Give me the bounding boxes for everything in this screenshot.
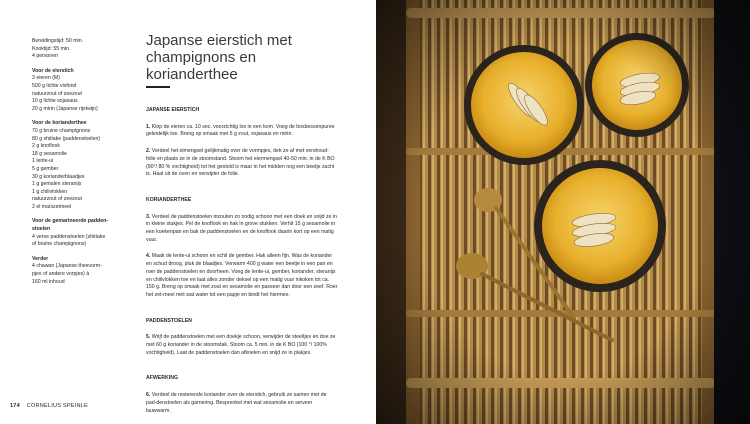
ingredients-heading: Voor de gemarineerde padden-stoelen xyxy=(32,218,109,233)
ingredient-line: 2 el maïszetmeel xyxy=(32,203,72,210)
ingredient-line: 1 g gemalen steranijs xyxy=(32,181,82,188)
ingredients-heading: Voor de eierstich xyxy=(32,67,74,74)
ingredient-line: 18 g sesamolie xyxy=(32,150,67,157)
ingredient-line: 500 g lichte visfond xyxy=(32,82,77,89)
ingredient-line: natuurzout of zeezout xyxy=(32,196,82,203)
ingredient-line: 5 g gember xyxy=(32,165,59,172)
ingredient-line: pjes of andere vorpjes) à xyxy=(32,271,90,278)
step-number: 4. xyxy=(146,253,151,260)
section-heading: PADDENSTOELEN xyxy=(146,317,192,324)
running-footer-author: CORNELIUS SPEINLE xyxy=(26,403,88,409)
food-photo xyxy=(376,0,750,424)
step-number: 5. xyxy=(146,334,151,341)
method-column xyxy=(146,107,338,424)
step-number: 2. xyxy=(146,148,151,155)
method-step xyxy=(146,334,338,357)
section-heading: AFWERKING xyxy=(146,375,178,382)
meta-line: 4 personen xyxy=(32,53,58,60)
page-number: 174 xyxy=(10,403,20,409)
ingredient-line: 3 eieren (M) xyxy=(32,75,60,82)
step-number: 6. xyxy=(146,392,151,399)
ingredient-line: 1 lente-ui xyxy=(32,158,54,165)
method-step xyxy=(146,148,338,179)
method-step xyxy=(146,253,338,299)
ingredient-line: 30 g korianderblaadjes xyxy=(32,173,85,180)
ingredient-line: 10 g lichte sojasaus xyxy=(32,98,78,105)
ingredients-column xyxy=(32,38,124,286)
section-heading: KORIANDERTHEE xyxy=(146,196,192,203)
meta-line: Bereidingstijd: 50 min. xyxy=(32,38,84,44)
step-number: 1. xyxy=(146,123,151,130)
step-number: 3. xyxy=(146,213,151,220)
page-footer xyxy=(10,403,88,409)
ingredients-heading: Verder xyxy=(32,255,49,262)
ingredient-line: 80 g shiitake (paddenstoelen) xyxy=(32,135,101,142)
step-text: Verdeel de resterende koriander over de eierstich, gebruik ze samen met de pad-denstoelen als garnering. Besprenkel met wat sesamolie en serveer lauwwarm. xyxy=(146,392,327,414)
ingredient-line: 1 g chilivlokken xyxy=(32,188,68,195)
ingredient-line: of bruine champignons) xyxy=(32,241,87,248)
step-text: Wrijf de paddenstoelen met een doekje schoon, verwijder de steeltjes en doe ze met 60 g koriander in de stoomstak. Stoom ca. 5 min. in de K BO (100 °/ 100% vochtigheid). Laat de paddenstoelen dan afkoelen en snijd ze in plakjes. xyxy=(146,334,336,356)
recipe-title: Japanse eierstich met champignons en korianderthee xyxy=(146,32,292,83)
title-rule xyxy=(146,86,170,88)
ingredient-line: 20 g mirin (Japanse rijstwijn) xyxy=(32,105,98,112)
ingredient-line: 4 chawan (Japanse theevorm- xyxy=(32,263,102,270)
section-heading: JAPANSE EIERSTICH xyxy=(146,107,200,113)
method-step xyxy=(146,214,338,245)
step-text: Klop de eieren ca. 10 sec. voorzichtig los in een kom. Voeg de bosbessenpuree geleidelijk toe. Breng op smaak met 5 g zout, sojasaus en mirin. xyxy=(146,123,335,138)
ingredient-line: 70 g bruine champignons xyxy=(32,127,91,134)
step-text: Verdeel het eimengsel gelijkmatig over de vormpjes, dek ze af met vershoud-folie en plaats ze in de stoomstand. Stoom het eiermengsel 40-50 min. in de K BO (90°/ 80 % vochtigheid) tot het gestold is maar in het midden nog een beetje zacht is. Haal uit de oven en verwijder de folie. xyxy=(146,148,335,178)
method-step xyxy=(146,124,338,139)
ingredient-line: 160 ml inhoud xyxy=(32,278,65,285)
step-text: Maak de lente-ui schoon en schil de gember. Hak alleen fijn. Was de koriander en schud droog, pluk de blaadjes. Verwarm 400 g water een beetje in een pan en roer de paddenstoelen en doorheen. Voeg de lente-ui, gember, koriander, steranijs en chilivlokken toe en laat alles zonder deksel op een matig vuur inkoken tot ca. 150 g. Breng op smaak met zout en sesamolie en passeer dan door een zeef. Roer het zet-meel met wat water tot een papje en bindt het hiermee. xyxy=(146,253,338,298)
meta-line: Kooktijd: 55 min. xyxy=(32,45,71,52)
ingredients-heading: Voor de korianderthee xyxy=(32,120,87,127)
method-step xyxy=(146,392,338,415)
ingredient-line: 4 verse paddenstoelen (shiitake xyxy=(32,233,106,240)
step-text: Verdeel de paddenstoelen inzouten zo nodig schoon met een doek en snijd ze in in kleine stukjes. Pel de knoflook en hak in grove stukken. Verhit 15 g sesamolie in een koekenpan en bak de paddenstoelen en de knoflook daarin kort op een matig vuur. xyxy=(146,213,337,243)
ingredient-line: natuurzout of zeezout xyxy=(32,90,82,97)
ingredient-line: 2 g knoflook xyxy=(32,143,60,150)
photo-illustration xyxy=(376,0,750,424)
